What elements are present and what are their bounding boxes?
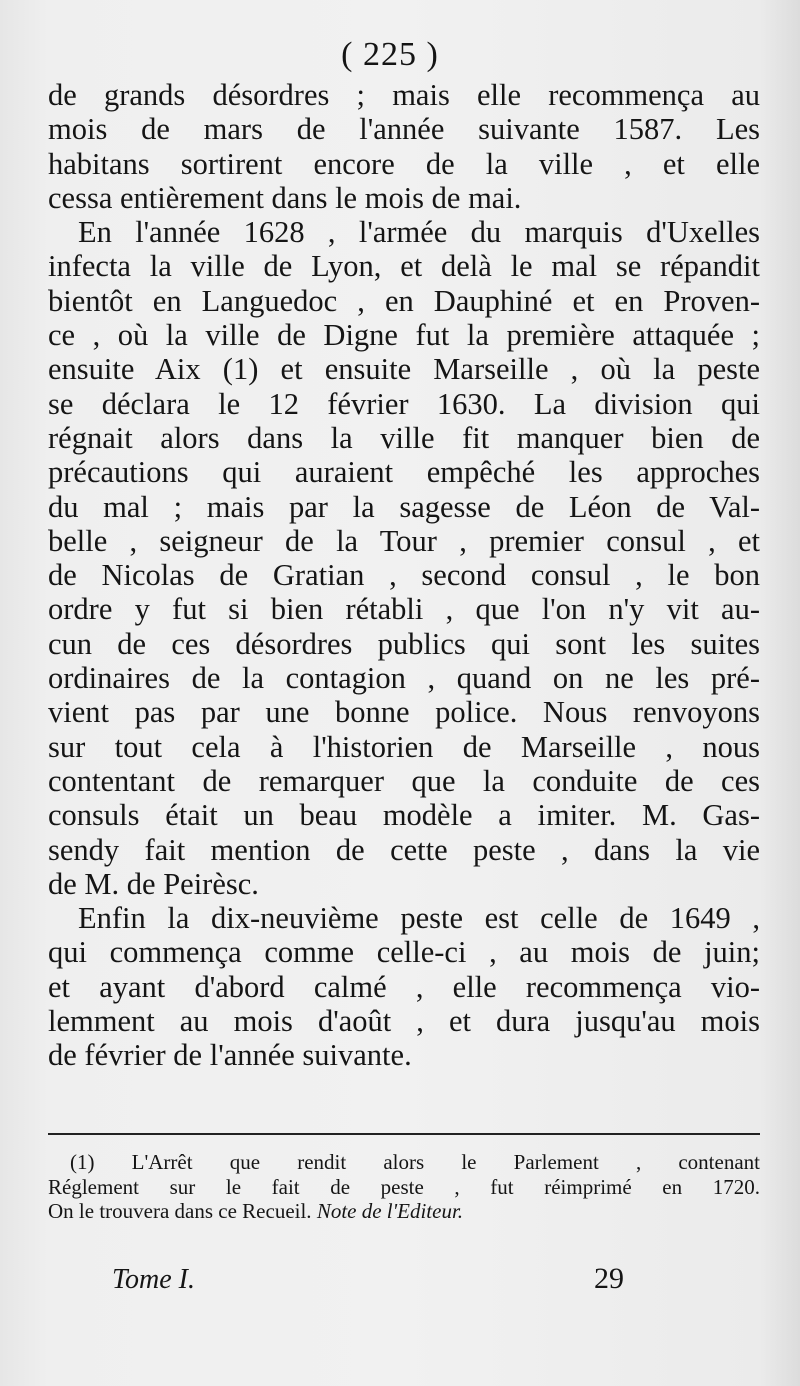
signature-number: 29 [594, 1262, 624, 1295]
text-line: vient pas par une bonne police. Nous renvoyons [48, 695, 760, 730]
footnote-text: On le trouvera dans ce Recueil. [48, 1199, 317, 1223]
text-line: précautions qui auraient empêché les approches [48, 455, 760, 490]
text-line: régnait alors dans la ville fit manquer bien de [48, 420, 760, 455]
text-line: qui commença comme celle-ci , au mois de juin; [48, 935, 760, 970]
text-line: belle , seigneur de la Tour , premier consul , et [48, 523, 760, 558]
text-line: de février de l'année suivante. [48, 1038, 412, 1073]
body-text [48, 78, 760, 1073]
text-line: sendy fait mention de cette peste , dans la vie [48, 832, 760, 867]
text-line: ce , où la ville de Digne fut la première attaquée ; [48, 318, 760, 353]
footnote-divider [48, 1133, 760, 1135]
text-line: sur tout cela à l'historien de Marseille , nous [48, 729, 760, 764]
text-line: Enfin la dix-neuvième peste est celle de 1649 , [78, 901, 760, 936]
text-line: mois de mars de l'année suivante 1587. Les [48, 112, 760, 147]
editor-note: Note de l'Editeur. [316, 1199, 464, 1223]
text-line: se déclara le 12 février 1630. La division qui [48, 386, 760, 421]
text-line: de grands désordres ; mais elle recommença au [48, 78, 760, 112]
text-line: habitans sortirent encore de la ville , et elle [48, 146, 760, 181]
text-line: En l'année 1628 , l'armée du marquis d'Uxelles [78, 215, 760, 250]
text-line: contentant de remarquer que la conduite de ces [48, 763, 760, 798]
text-line: consuls était un beau modèle a imiter. M. Gas- [48, 798, 760, 833]
volume-signature: Tome I. [112, 1264, 195, 1295]
text-line: ordinaires de la contagion , quand on ne les pré- [48, 661, 760, 696]
text-line: cessa entièrement dans le mois de mai. [48, 180, 522, 215]
text-line: lemment au mois d'août , et dura jusqu'au mois [48, 1004, 760, 1039]
footnote-line: Réglement sur le fait de peste , fut réimprimé en 1720. [48, 1174, 760, 1199]
text-line: ordre y fut si bien rétabli , que l'on n'y vit au- [48, 592, 760, 627]
text-line: et ayant d'abord calmé , elle recommença vio- [48, 969, 760, 1004]
text-line: bientôt en Languedoc , en Dauphiné et en Proven- [48, 283, 760, 318]
text-line: ensuite Aix (1) et ensuite Marseille , où la peste [48, 352, 760, 387]
footnote-line: (1) L'Arrêt que rendit alors le Parlement , contenant [70, 1150, 760, 1174]
text-line: cun de ces désordres publics qui sont les suites [48, 626, 760, 661]
footnote [48, 1150, 760, 1224]
page-number: ( 225 ) [341, 36, 439, 73]
text-line: de Nicolas de Gratian , second consul , le bon [48, 558, 760, 593]
text-line: du mal ; mais par la sagesse de Léon de Val- [48, 489, 760, 524]
footnote-line [48, 1199, 760, 1224]
text-line: de M. de Peirèsc. [48, 866, 259, 901]
text-line: infecta la ville de Lyon, et delà le mal se répandit [48, 249, 760, 284]
